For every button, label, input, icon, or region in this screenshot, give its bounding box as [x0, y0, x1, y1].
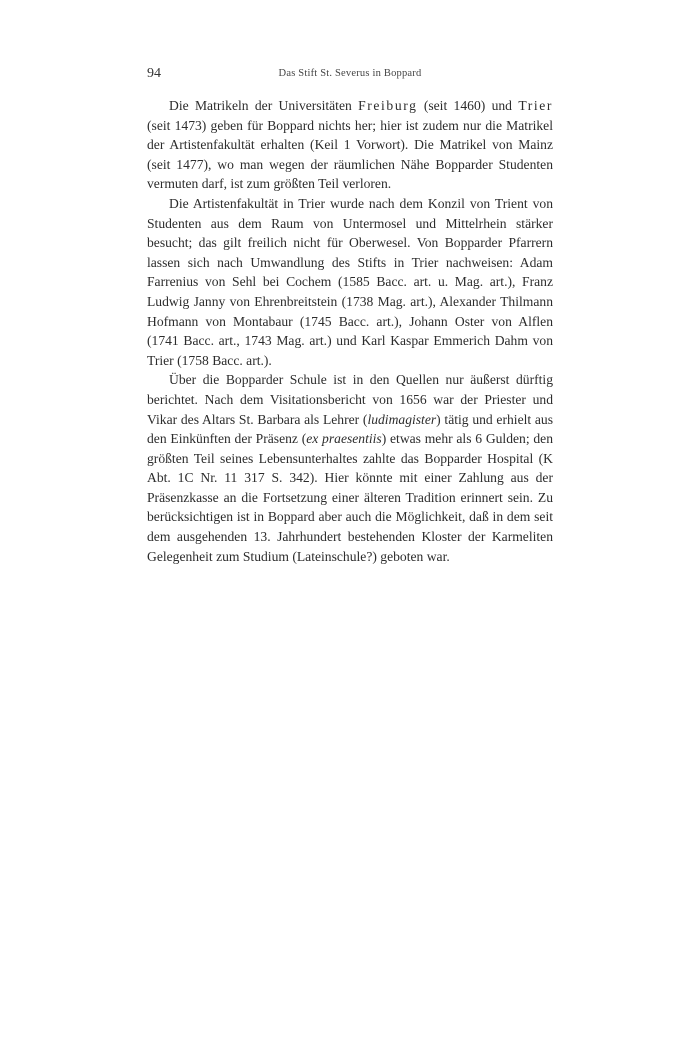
text-segment: Über die Bopparder Schule ist in den Quellen nur äußerst dürftig berichtet. Nach dem Visitationsbericht von 1656 war der Priester und Vikar des Altars St. Barbara als Lehrer (: [147, 372, 553, 427]
latin-term-ludimagister: ludimagister: [367, 411, 437, 427]
text-segment: ) etwas mehr als 6 Gulden; den größten Teil seines Lebensunterhaltes zahlte das Bopparder Hospital (K Abt. 1C Nr. 11 317 S. 342). Hier könnte mit einer Zahlung aus der Präsenzkasse an die Fortsetzung einer älteren Tradition erinnert sein. Zu berücksichtigen ist in Boppard aber auch die Möglichkeit, daß in dem seit dem ausgehenden 13. Jahrhundert bestehenden Kloster der Karmeliten Gelegenheit zum Studium (Lateinschule?) geboten war.: [147, 431, 553, 564]
paragraph-artistenfakultaet: [147, 194, 553, 370]
text-segment: (seit 1473) geben für Boppard nichts her; hier ist zudem nur die Matrikel der Artistenfakultät erhalten (Keil 1 Vorwort). Die Matrikel von Mainz (seit 1477), wo man wegen der räumlichen Nähe Bopparder Studenten vermuten darf, ist zum größten Teil verloren.: [147, 117, 553, 192]
latin-term-ex-praesentiis: ex praesentiis: [306, 431, 382, 447]
university-name-trier: Trier: [518, 98, 554, 113]
running-title: Das Stift St. Severus in Boppard: [278, 68, 422, 79]
university-name-freiburg: Freiburg: [358, 98, 418, 113]
text-segment: Die Artistenfakultät in Trier wurde nach dem Konzil von Trient von Studenten aus dem Raum von Untermosel und Mittelrhein stärker besucht; das gilt freilich nicht für Oberwesel. Von Bopparder Pfarrern lassen sich nach Umwandlung des Stifts in Trier nachweisen: Adam Farrenius von Sehl bei Cochem (1585 Bacc. art. u. Mag. art.), Franz Ludwig Janny von Ehrenbreitstein (1738 Mag. art.), Alexander Thilmann Hofmann von Montabaur (1745 Bacc. art.), Johann Oster von Alflen (1741 Bacc. art., 1743 Mag. art.) und Karl Kaspar Emmerich Dahm von Trier (1758 Bacc. art.).: [147, 195, 553, 368]
text-segment: (seit 1460) und: [417, 98, 519, 113]
paragraph-universities: [147, 96, 553, 194]
body-text: [147, 96, 553, 566]
page-number: 94: [147, 66, 161, 81]
running-head: [147, 66, 553, 84]
text-segment: Die Matrikeln der Universitäten: [169, 98, 359, 113]
paragraph-schule: [147, 370, 553, 566]
text-segment: ) tätig und erhielt aus den Einkünften der Präsenz (: [147, 411, 554, 447]
